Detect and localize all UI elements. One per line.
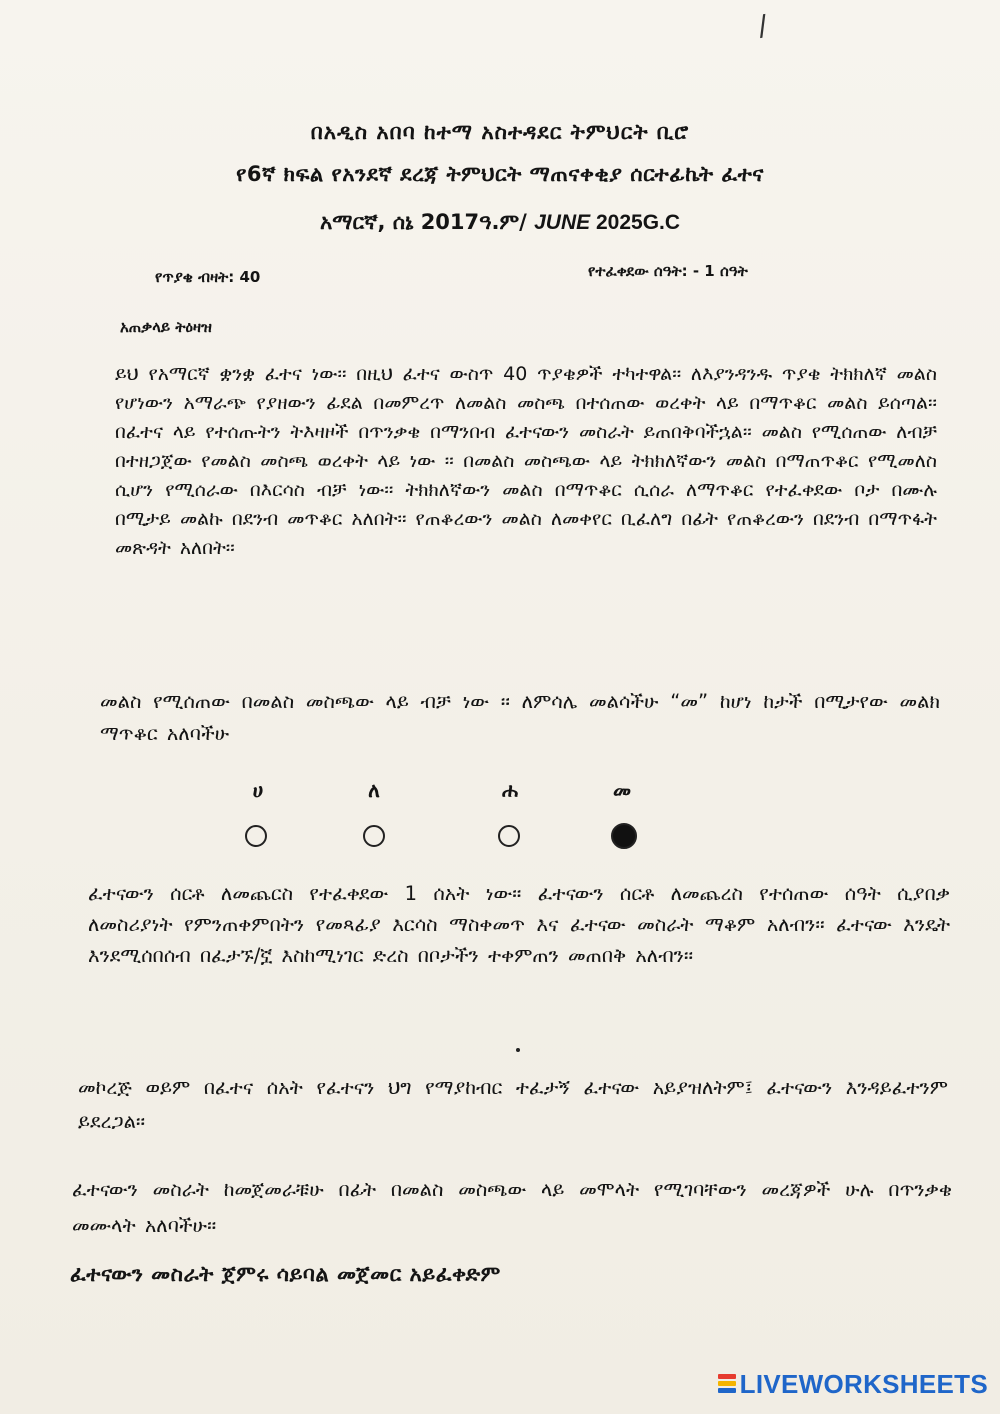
instructions-heading: አጠቃላይ ትዕዛዝ	[120, 318, 212, 336]
option-bubble-filled	[611, 823, 637, 849]
subject-date-amharic: አማርኛ, ሰኔ 2017ዓ.ም/	[319, 210, 535, 234]
option-label: ሐ	[501, 778, 519, 802]
watermark-text: LIVEWORKSHEETS	[739, 1369, 988, 1399]
pen-mark: /	[755, 8, 771, 43]
stray-dot	[516, 1048, 520, 1052]
option-label: ሀ	[252, 778, 264, 802]
option-bubble-empty	[245, 825, 267, 847]
liveworksheets-logo-icon	[718, 1374, 736, 1396]
option-bubble-empty	[363, 825, 385, 847]
option-label: መ	[612, 778, 632, 802]
month-latin: JUNE	[534, 211, 591, 234]
exam-title: የ6ኛ ክፍል የአንደኛ ደረጃ ትምህርት ማጠናቀቂያ ሰርተፊኬት ፈተና	[236, 162, 764, 186]
liveworksheets-watermark	[718, 1369, 988, 1400]
exam-subject-date	[0, 210, 1000, 235]
instructions-paragraph-2: መልስ የሚሰጠው በመልስ መስጫው ላይ ብቻ ነው ፡፡ ለምሳሌ መልሳችሁ “መ” ከሆነ ከታች በሚታየው መልክ ማጥቆር አለባችሁ	[100, 690, 940, 745]
option-bubble-empty	[498, 825, 520, 847]
question-count: የጥያቄ ብዛት: 40	[155, 268, 261, 286]
time-allowed: የተፈቀደው ሰዓት: - 1 ሰዓት	[588, 262, 748, 280]
final-warning: ፈተናውን መስራት ጀምሩ ሳይባል መጀመር አይፈቀድም	[70, 1262, 501, 1286]
instructions-paragraph-1: ይህ የአማርኛ ቋንቋ ፈተና ነው፡፡ በዚህ ፈተና ውስጥ 40 ጥያቄዎች ተካተዋል፡፡ ለእያንዳንዱ ጥያቄ ትክክለኛ መልስ የሆነውን አማራጭ የያዘውን ፊደል በመምረጥ ለመልስ መስጫ በተሰጠው ወረቀት ላይ በማጥቆር መልስ ይሰጣል፡፡ በፈተና ላይ የተሰጡትን ትእዛዞች በጥንቃቄ በማንበብ ፈተናውን መስራት ይጠበቅባችኋል፡፡ መልስ የሚሰጠው ለብቻ በተዘጋጀው የመልስ መስጫ ወረቀት ላይ ነው ፡፡ በመልስ መስጫው ላይ ትክክለኛውን መልስ በማጠጥቆር የሚመለስ ሲሆን የሚሰራው በእርሳስ ብቻ ነው፡፡ ትክክለኛውን መልስ በማጥቆር ሲሰራ ለማጥቆር የተፈቀደው ቦታ በሙሉ በሚታይ መልኩ በደንብ መጥቆር አለበት፡፡ የጠቆረውን መልስ ለመቀየር ቢፈለግ በፊት የጠቆረውን በደንብ በማጥፋት መጽዳት አለበት፡፡	[115, 363, 937, 559]
instructions-paragraph-3: ፈተናውን ሰርቶ ለመጨርስ የተፈቀደው 1 ሰአት ነው፡፡ ፈተናውን ሰርቶ ለመጨረስ የተሰጠው ሰዓት ሲያበቃ ለመስሪያነት የምንጠቀምበትን የመጻፊያ እርሳስ ማስቀመጥ እና ፈተናው መስራት ማቆም አለብን፡፡ ፈተናው እንዴት እንደሚሰበሰብ በፈታኙ/ኟ እስከሚነገር ድረስ በቦታችን ተቀምጠን መጠበቅ አለብን፡፡	[88, 882, 950, 967]
option-label: ለ	[368, 778, 380, 802]
bureau-title: በአዲስ አበባ ከተማ አስተዳደር ትምህርት ቢሮ	[310, 120, 690, 144]
year-latin: 2025G.C	[590, 211, 681, 234]
instructions-paragraph-5: ፈተናውን መስራት ከመጀመራቹሁ በፊት በመልስ መስጫው ላይ መሞላት የሚገባቸውን መረጃዎች ሁሉ በጥንቃቄ መሙላት አለባችሁ፡፡	[72, 1178, 952, 1237]
instructions-paragraph-4: መኮረጅ ወይም በፈተና ሰአት የፈተናን ህግ የማያከብር ተፈታኝ ፈተናው አይያዝለትም፤ ፈተናውን እንዳይፈተንም ይደረጋል፡፡	[78, 1076, 948, 1133]
